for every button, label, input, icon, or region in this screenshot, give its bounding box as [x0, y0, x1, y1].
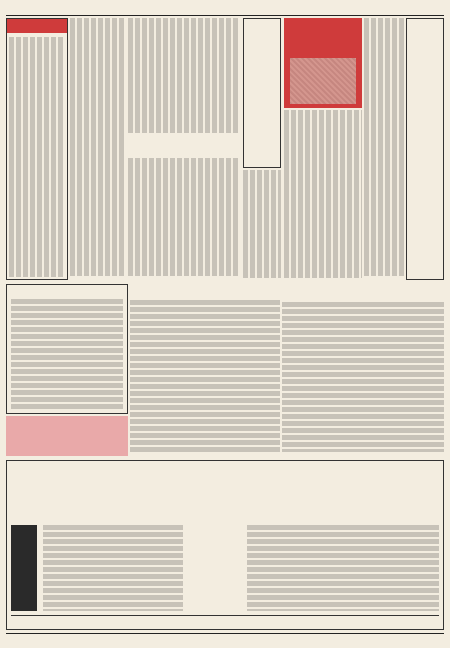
- column-headline-body: [243, 170, 281, 280]
- column-greeting: [6, 18, 68, 280]
- headline-text-block: [243, 170, 281, 278]
- ad-title: [7, 467, 443, 481]
- new-year-photo: [290, 58, 356, 104]
- couplet-heading: [7, 285, 127, 296]
- health-bag-ad: [6, 460, 444, 630]
- greeting-text-block: [9, 37, 65, 277]
- ad-description-block: [247, 525, 439, 611]
- feature-text-block: [130, 300, 280, 452]
- outside-world-article: [282, 284, 444, 456]
- greeting-banner: [7, 19, 67, 33]
- ad-contact: [11, 615, 439, 626]
- column-article-2: [70, 18, 125, 280]
- column-wish: [128, 18, 240, 280]
- article-5-text-block: [284, 110, 362, 278]
- ad-side-label: [11, 525, 37, 611]
- column-headline: [243, 18, 281, 168]
- wish-heading: [128, 138, 240, 149]
- new-year-card: [6, 416, 128, 456]
- column-article-5: [284, 110, 362, 280]
- couplet-text-block: [11, 299, 123, 409]
- article-text-block: [282, 302, 444, 452]
- new-year-image: [284, 18, 362, 108]
- column-article-6: [364, 18, 404, 280]
- wish-text-top: [128, 18, 240, 133]
- article-6-text-block: [364, 18, 404, 276]
- newspaper-flag: [374, 5, 444, 14]
- wish-text-bottom: [128, 158, 240, 276]
- feature-heading: [130, 284, 280, 295]
- article-2-text-block: [70, 18, 125, 276]
- ad-addresses-block: [43, 525, 183, 611]
- masthead: [6, 3, 444, 16]
- ad-subtitle: [7, 481, 443, 489]
- ad-product: [7, 489, 443, 503]
- page-footer: [6, 633, 444, 644]
- feature-article: [130, 284, 280, 456]
- couplet-box: [6, 284, 128, 414]
- column-article-7: [406, 18, 444, 280]
- article-heading: [282, 284, 444, 295]
